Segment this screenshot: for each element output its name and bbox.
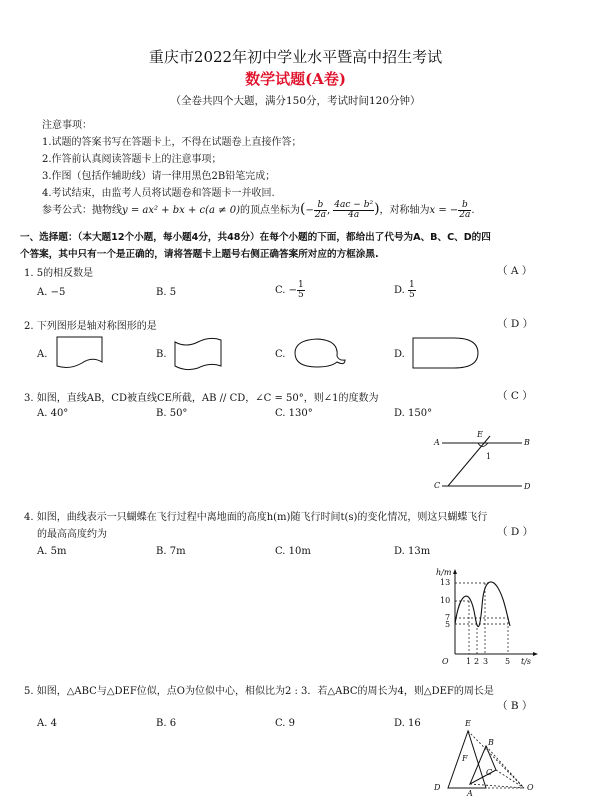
formula-axis: ，对称轴为 xyxy=(379,205,430,216)
q5-label-o: O xyxy=(527,783,534,792)
q4-option-a: A. 5m xyxy=(37,546,67,557)
q5-figure xyxy=(436,722,536,802)
question-1-stem: 1. 5的相反数是 xyxy=(24,268,94,279)
question-2-stem: 2. 下列图形是轴对称图形的是 xyxy=(24,321,157,332)
reference-formula: 参考公式：抛物线y = ax² + bx + c(a ≠ 0)的顶点坐标为(− $\frac{b}{2a}$ , $\frac{\text{4ac − b²}}{4a}$ )，对称轴为x = − $\frac{b}{2a}$ . xyxy=(42,200,475,220)
q2-option-a: A. xyxy=(37,349,48,360)
q2-option-b: B. xyxy=(156,349,167,360)
q4-xtick: 2 xyxy=(474,657,480,666)
q5-label-d: D xyxy=(434,783,441,792)
q3-option-c: C. 130° xyxy=(275,408,313,419)
q2-shape-c xyxy=(293,336,349,370)
q4-ytick: 5 xyxy=(445,620,451,629)
formula-x: x = − xyxy=(429,205,459,216)
q4-y-axis-label: h/m xyxy=(436,568,452,577)
q2-shape-d xyxy=(412,336,482,370)
q4-option-d: D. 13m xyxy=(394,546,431,557)
q4-option-b: B. 7m xyxy=(156,546,186,557)
q5-option-a: A. 4 xyxy=(37,718,57,729)
formula-mid: 的顶点坐标为 xyxy=(239,205,300,216)
q3-label-d: D xyxy=(524,482,531,491)
question-4-stem: 4. 如图，曲线表示一只蝴蝶在飞行过程中离地面的高度h(m)随飞行时间t(s)的变化情况，则这只蝴蝶飞行 xyxy=(24,512,488,523)
exam-subtitle: 数学试题(A卷) xyxy=(245,70,346,88)
q1-option-a: A. −5 xyxy=(37,287,66,298)
formula-equation: y = ax² + bx + c(a ≠ 0) xyxy=(122,205,240,216)
q3-label-e: E xyxy=(477,430,483,439)
q4-option-c: C. 10m xyxy=(275,546,311,557)
q5-label-a: A xyxy=(467,789,473,798)
q4-xtick: 1 xyxy=(466,657,472,666)
q4-x-axis-label: t/s xyxy=(521,657,532,666)
q2-shape-b xyxy=(174,336,224,370)
q2-shape-a xyxy=(56,336,106,370)
fraction-4ac-4a: $\frac{\text{4ac − b²}}{4a}$ xyxy=(334,200,374,220)
neg-sign: − xyxy=(305,205,314,216)
note-item: 3.作图（包括作辅助线）请一律用黑色2B铅笔完成； xyxy=(42,171,276,182)
q3-label-angle-1: 1 xyxy=(486,452,492,461)
note-item: 2.作答前认真阅读答题卡上的注意事项； xyxy=(42,154,222,165)
notes-heading: 注意事项： xyxy=(42,120,92,131)
exam-title: 重庆市2022年初中学业水平暨高中招生考试 xyxy=(148,48,443,66)
q4-ytick: 10 xyxy=(440,596,451,605)
question-5-answer: （ B ） xyxy=(497,700,533,712)
question-3-answer: （ C ） xyxy=(497,390,533,402)
question-5-stem: 5. 如图，△ABC与△DEF位似，点O为位似中心，相似比为2 : 3．若△ABC的周长为4，则△DEF的周长是 xyxy=(24,686,494,697)
q3-option-d: D. 150° xyxy=(394,408,433,419)
section-header-line2: 个答案，其中只有一个是正确的，请将答题卡上题号右侧正确答案所对应的方框涂黑. xyxy=(20,249,379,260)
question-2-answer: （ D ） xyxy=(497,318,534,330)
q4-xtick: 3 xyxy=(483,657,489,666)
q3-label-a: A xyxy=(434,438,440,447)
note-item: 4.考试结束，由监考人员将试题卷和答题卡一并收回. xyxy=(42,188,275,199)
q3-option-a: A. 40° xyxy=(37,408,69,419)
exam-info: （全卷共四个大题，满分150分，考试时间120分钟） xyxy=(170,95,421,107)
q5-label-c: C xyxy=(486,768,493,777)
q3-label-b: B xyxy=(524,438,530,447)
q1-option-d: D. $\frac{1}{5}$ xyxy=(394,280,415,300)
formula-prefix: 参考公式：抛物线 xyxy=(42,205,122,216)
q5-option-c: C. 9 xyxy=(275,718,296,729)
q5-option-b: B. 6 xyxy=(156,718,177,729)
q4-xtick: 5 xyxy=(505,657,511,666)
question-4-stem-cont: 的最高高度约为 xyxy=(37,529,107,540)
q2-option-c: C. xyxy=(275,349,286,360)
q3-label-c: C xyxy=(434,481,441,490)
q5-option-d: D. 16 xyxy=(394,718,421,729)
note-item: 1.试题的答案书写在答题卡上，不得在试题卷上直接作答； xyxy=(42,137,302,148)
q3-option-b: B. 50° xyxy=(156,408,188,419)
fraction-b-2a: $\frac{b}{2a}$ xyxy=(314,200,326,220)
question-1-answer: （ A ） xyxy=(497,265,533,277)
q5-label-e: E xyxy=(465,719,471,728)
q4-ytick: 7 xyxy=(445,613,451,622)
question-3-stem: 3. 如图，直线AB，CD被直线CE所截，AB // CD，∠C = 50°，则∠1的度数为 xyxy=(24,393,379,404)
q2-option-d: D. xyxy=(394,349,405,360)
q4-origin-label: O xyxy=(442,657,449,666)
q1-option-b: B. 5 xyxy=(156,287,177,298)
q1-option-c: C. − $\frac{1}{5}$ xyxy=(275,280,304,300)
q4-ytick: 13 xyxy=(440,578,451,587)
question-4-answer: （ D ） xyxy=(497,526,534,538)
q5-label-b: B xyxy=(488,738,494,747)
section-header-line1: 一、选择题：（本大题12个小题，每小题4分，共48分）在每个小题的下面，都给出了代号为A、B、C、D的四 xyxy=(20,232,491,243)
fraction-b-2a-axis: $\frac{b}{2a}$ xyxy=(459,200,471,220)
q5-label-f: F xyxy=(462,754,468,763)
